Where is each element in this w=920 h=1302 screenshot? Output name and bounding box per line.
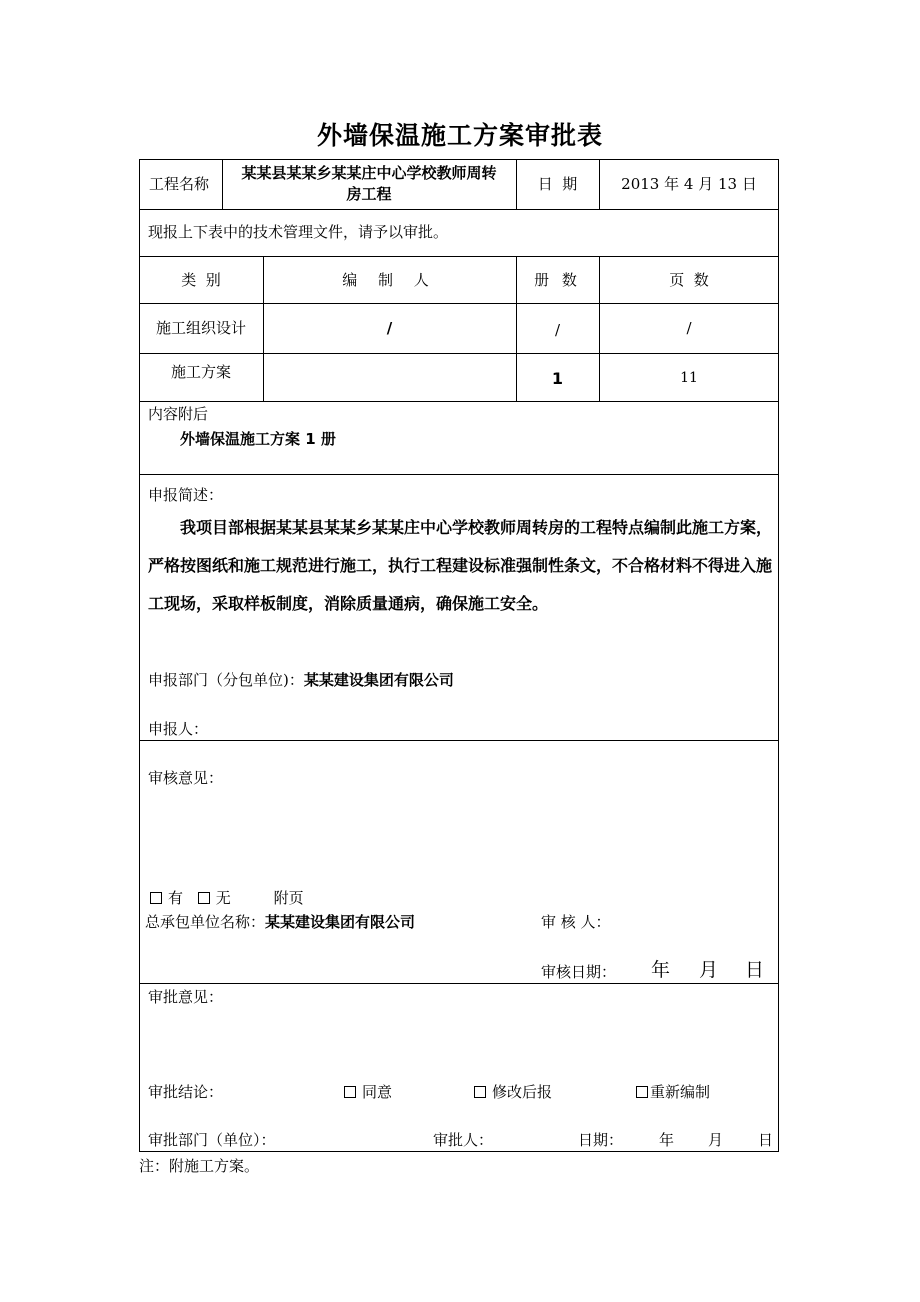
- attachment-label: 内容附后: [148, 405, 209, 423]
- review-date-label: 审核日期：: [541, 963, 617, 981]
- col-header-pages: 页 数: [669, 271, 709, 289]
- date-label: 日 期: [537, 175, 578, 193]
- row-divider: [139, 353, 779, 354]
- col-header-volumes: 册 数: [534, 271, 581, 289]
- approval-dept-label: 审批部门（单位）：: [148, 1131, 276, 1149]
- row-pages: /: [686, 319, 692, 337]
- checkbox-yes[interactable]: [150, 892, 162, 904]
- row-divider: [139, 256, 779, 257]
- review-date-year: 年: [651, 959, 671, 981]
- attach-page-label: 附页: [273, 889, 304, 907]
- approval-date-label: 日期：: [578, 1131, 624, 1149]
- col-header-category: 类 别: [181, 271, 221, 289]
- declaring-dept-label: 申报部门（分包单位)：某某建设集团有限公司: [148, 671, 454, 689]
- general-contractor-value: 某某建设集团有限公司: [265, 913, 416, 931]
- row-volumes: /: [554, 321, 561, 339]
- row-volumes: 1: [551, 369, 564, 388]
- row-category: 施工组织设计: [155, 319, 246, 337]
- submit-note: 现报上下表中的技术管理文件，请予以审批。: [148, 223, 449, 241]
- reviewer-label: 审 核 人：: [541, 913, 611, 931]
- declaration-text: 我项目部根据某某县某某乡某某庄中心学校教师周转房的工程特点编制此施工方案，严格按图纸和施工规范进行施工，执行工程建设标准强制性条文，不合格材料不得进入施工现场，采取样板制度，消除质量通病，确保施工安全。: [148, 518, 773, 613]
- checkbox-agree[interactable]: [344, 1086, 356, 1098]
- general-contractor: [145, 912, 415, 932]
- row-divider: [139, 983, 779, 984]
- attach-page-options: [150, 888, 304, 908]
- option-revise-label: 修改后报: [492, 1083, 553, 1101]
- row-divider: [139, 401, 779, 402]
- row-author: /: [386, 319, 393, 337]
- approval-date-year: 年: [659, 1131, 675, 1149]
- row-category: 施工方案: [170, 363, 231, 381]
- approval-conclusion-label: 审批结论：: [148, 1083, 224, 1101]
- col-divider: [222, 159, 223, 209]
- approval-form-frame: [139, 159, 779, 1152]
- review-opinion-label: 审核意见：: [148, 769, 224, 787]
- declaring-dept-value: 某某建设集团有限公司: [303, 671, 454, 689]
- row-divider: [139, 303, 779, 304]
- attachment-content: 外墙保温施工方案 1 册: [180, 430, 336, 448]
- project-name-label: 工程名称: [149, 175, 210, 193]
- footnote: 注：附施工方案。: [139, 1157, 260, 1175]
- checkbox-no-label: 无: [215, 889, 231, 907]
- date-value: 2013 年 4 月 13 日: [621, 175, 757, 193]
- approval-opinion-label: 审批意见：: [148, 988, 224, 1006]
- approver-label: 审批人：: [433, 1131, 494, 1149]
- general-contractor-label: 总承包单位名称：: [145, 913, 266, 931]
- review-date-month: 月: [699, 959, 719, 981]
- row-divider: [139, 209, 779, 210]
- row-divider: [139, 474, 779, 475]
- col-header-author: 编 制 人: [342, 271, 437, 289]
- checkbox-yes-label: 有: [168, 889, 184, 907]
- project-name-value: 某某县某某乡某某庄中心学校教师周转房工程: [241, 164, 497, 203]
- approval-date-day: 日: [758, 1131, 774, 1149]
- declarant-label: 申报人：: [148, 720, 209, 738]
- row-divider: [139, 740, 779, 741]
- approval-date-month: 月: [708, 1131, 724, 1149]
- review-date-day: 日: [745, 959, 765, 981]
- row-pages: 11: [680, 370, 698, 386]
- option-agree[interactable]: [344, 1082, 392, 1102]
- option-agree-label: 同意: [362, 1083, 393, 1101]
- page-title: 外墙保温施工方案审批表: [316, 121, 603, 150]
- checkbox-no[interactable]: [198, 892, 210, 904]
- checkbox-revise[interactable]: [474, 1086, 486, 1098]
- declaration-label: 申报简述：: [148, 486, 224, 504]
- option-redo[interactable]: [636, 1082, 710, 1102]
- checkbox-redo[interactable]: [636, 1086, 648, 1098]
- option-redo-label: 重新编制: [650, 1083, 711, 1101]
- option-revise[interactable]: [474, 1082, 552, 1102]
